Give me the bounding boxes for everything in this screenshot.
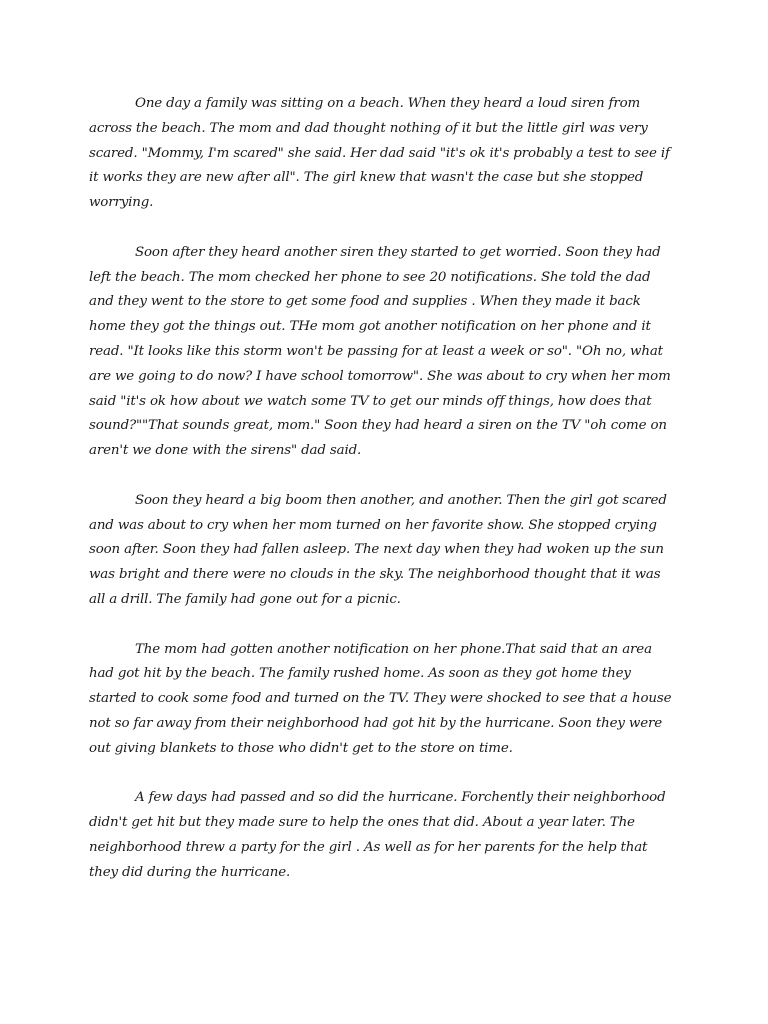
paragraph-2: Soon after they heard another siren they started to get worried. Soon they had left the beach. The mom checked her phone to see 20 notifications. She told the dad and they went to the store to get some food and supplies . When they made it back home they got the things out. THe mom got another notification on her phone and it read. "It looks like this storm won't be passing for at least a week or so". "Oh no, what are we going to do now? I have school tomorrow". She was about to cry when her mom said "it's ok how about we watch some TV to get our minds off things, how does that sound?""That sounds great, mom." Soon they had heard a siren on the TV "oh come on aren't we done with the sirens" dad said. <box>89 244 671 459</box>
paragraph-4: The mom had gotten another notification on her phone.That said that an area had got hit by the beach. The family rushed home. As soon as they got home they started to cook some food and turned on the TV. They were shocked to see that a house not so far away from their neighborhood had got hit by the hurricane. Soon they were out giving blankets to those who didn't get to the store on time. <box>89 641 672 756</box>
paragraph-5: A few days had passed and so did the hurricane. Forchently their neighborhood didn't get hit but they made sure to help the ones that did. About a year later. The neighborhood threw a party for the girl . As well as for her parents for the help that they did during the hurricane. <box>89 790 666 880</box>
paragraph-3: Soon they heard a big boom then another, and another. Then the girl got scared and was about to cry when her mom turned on her favorite show. She stopped crying soon after. Soon they had fallen asleep. The next day when they had woken up the sun was bright and there were no clouds in the sky. The neighborhood thought that it was all a drill. The family had gone out for a picnic. <box>89 492 667 607</box>
story-body <box>89 92 679 910</box>
paragraph-1: One day a family was sitting on a beach. When they heard a loud siren from across the beach. The mom and dad thought nothing of it but the little girl was very scared. "Mommy, I'm scared" she said. Her dad said "it's ok it's probably a test to see if it works they are new after all". The girl knew that wasn't the case but she stopped worrying. <box>89 96 670 211</box>
